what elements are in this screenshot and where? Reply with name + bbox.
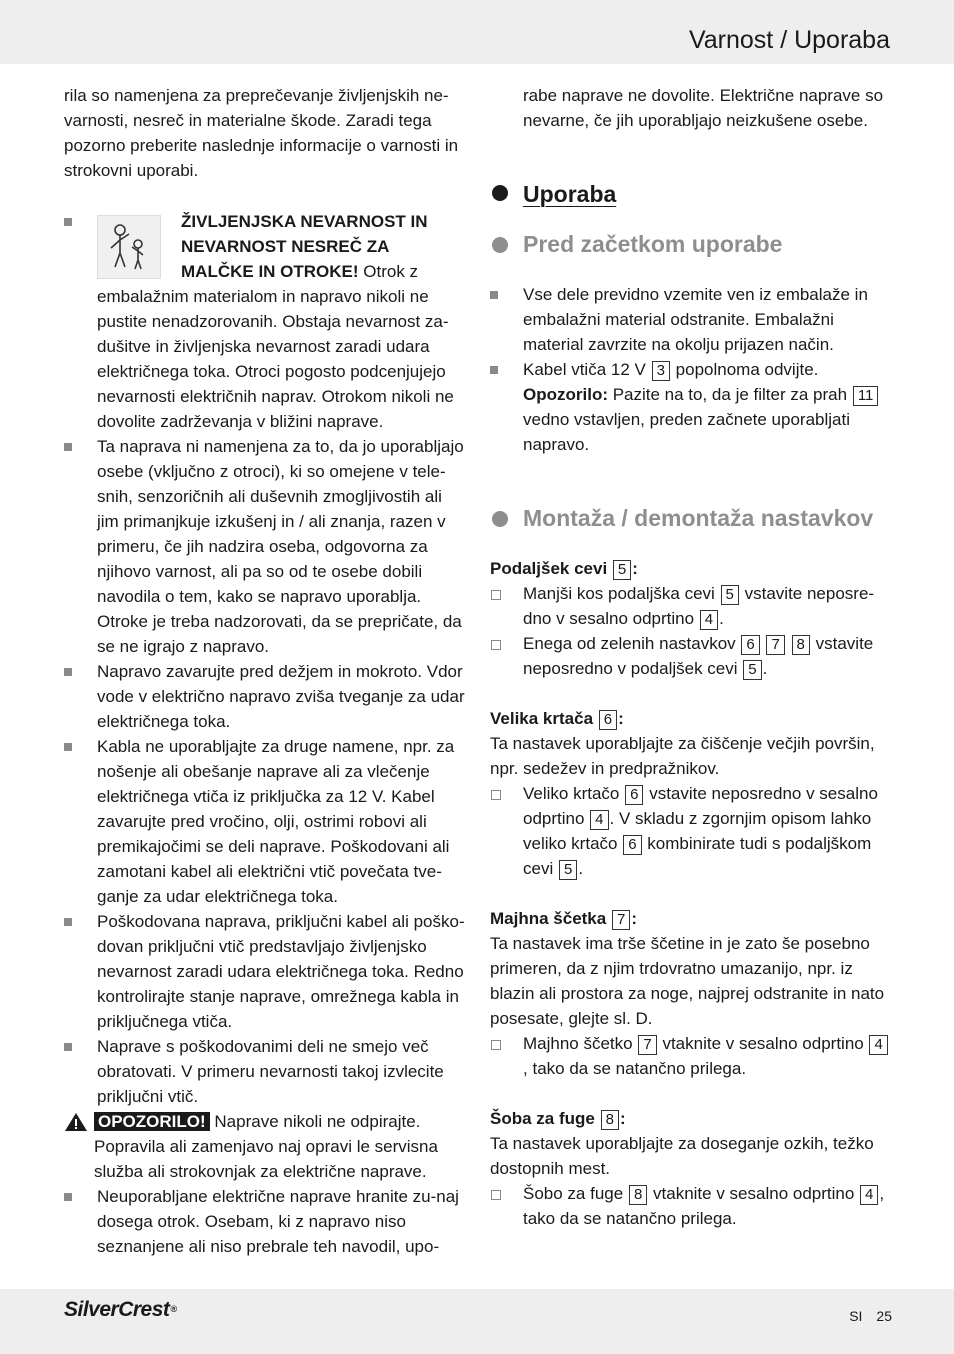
step-checkbox-icon — [491, 640, 501, 650]
punctuation: . — [578, 859, 584, 878]
text-fragment: vstavite neposredno v podaljšek cevi — [523, 634, 874, 678]
step-text — [523, 1181, 892, 1231]
part-number-box: 4 — [700, 610, 718, 630]
subheading-large-brush — [490, 706, 892, 731]
page-number: 25 — [876, 1308, 892, 1324]
step-checkbox-icon — [491, 1040, 501, 1050]
part-number-box: 7 — [612, 910, 630, 930]
text-fragment: Manjši kos podaljška cevi — [523, 584, 715, 603]
part-number-box: 6 — [599, 710, 617, 730]
step-text — [523, 781, 892, 881]
punctuation: , — [879, 1184, 885, 1203]
punctuation: . — [762, 659, 768, 678]
part-number-box: 4 — [590, 810, 608, 830]
warning-triangle-icon — [64, 1112, 88, 1132]
subheading-text: Majhna ščetka — [490, 909, 607, 928]
part-number-box: 8 — [792, 635, 810, 655]
bullet-item — [64, 434, 466, 659]
brand-logo — [64, 1297, 177, 1322]
child-danger-icon — [97, 215, 161, 279]
part-number-box: 4 — [860, 1185, 878, 1205]
continued-paragraph: rabe naprave ne dovolite. Električne naprave so nevarne, če jih uporabljajo neizkušene osebe. — [523, 86, 884, 130]
step-checkbox-icon — [491, 1190, 501, 1200]
text-fragment: vtaknite v sesalno odprtino — [662, 1034, 864, 1053]
part-number-box: 5 — [613, 560, 631, 580]
bullet-item — [490, 282, 892, 357]
text-fragment: kombinirate tudi s podaljškom cevi — [523, 834, 872, 878]
step-text — [523, 1031, 892, 1081]
heading-text: Uporaba — [523, 181, 617, 207]
bullet-square-icon — [64, 218, 72, 226]
bullet-text: Vse dele previdno vzemite ven iz embalaže in embalažni material odstranite. Embalažni material zavrzite na okolju prijazen način. — [523, 285, 868, 354]
step-item — [490, 1181, 892, 1231]
punctuation: : — [619, 1109, 626, 1128]
subheading-text: Velika krtača — [490, 709, 594, 728]
page-number-block — [849, 1304, 892, 1329]
step-text — [523, 581, 892, 631]
bullet-square-icon — [64, 1043, 72, 1051]
punctuation: : — [618, 709, 624, 728]
bullet-text: Ta naprava ni namenjena za to, da jo uporabljajo osebe (vključno z otroci), ki so omejene v tele-snih, senzoričnih ali duševnih zmogljivostih ali jim primanjkuje izkušenj in / ali znanja, razen v primeru, če jih nadzira oseba, odgovorna za njihovo varnost, ali pa so od te osebe dobili navodila o tem, kako se napravo uporablja. Otroke je treba nadzorovati, da se prepričate, da se ne igrajo z napravo. — [97, 437, 464, 656]
bullet-text: Naprave s poškodovanimi deli ne smejo več obratovati. V primeru nevarnosti takoj izvlecite priključni vtič. — [97, 1037, 444, 1106]
step-checkbox-icon — [491, 590, 501, 600]
bullet-item — [64, 1184, 466, 1259]
bullet-text: Napravo zavarujte pred dežjem in mokroto. Vdor vode v električno napravo zviša tveganje za udar električnega toka. — [97, 662, 465, 731]
part-number-box: 4 — [869, 1035, 887, 1055]
subheading-text: Šoba za fuge — [490, 1109, 595, 1128]
text-fragment: Veliko krtačo — [523, 784, 620, 803]
bullet-square-icon — [64, 918, 72, 926]
description-text: Ta nastavek uporabljajte za čiščenje večjih površin, npr. sedežev in predpražnikov. — [490, 734, 875, 778]
step-item — [490, 781, 892, 881]
punctuation: , — [523, 1059, 528, 1078]
subheading-crevice-nozzle — [490, 1106, 892, 1131]
text-fragment: Šobo za fuge — [523, 1184, 624, 1203]
section-heading-before-use — [490, 232, 892, 257]
step-item — [490, 1031, 892, 1081]
part-number-box: 8 — [629, 1185, 647, 1205]
bullet-text — [523, 357, 892, 457]
bullet-square-icon — [490, 291, 498, 299]
bullet-item — [64, 1034, 466, 1109]
description-text: Ta nastavek uporabljajte za doseganje ozkih, težko dostopnih mest. — [490, 1134, 874, 1178]
part-number-box: 7 — [638, 1035, 656, 1055]
bullet-square-icon — [490, 366, 498, 374]
text-fragment: Pazite na to, da je filter za prah — [607, 385, 848, 404]
child-warning-body: Otrok z embalažnim materialom in napravo nikoli ne pustite nenadzorovanih. Obstaja nevarnost za-dušitve in življenjska nevarnost zaradi udara električnega toka. Otroci pogosto podcenjujejo nevarnosti električnih naprav. Otrokom nikoli ne dovolite zadrževanja v bližini naprave. — [97, 262, 454, 431]
language-code: SI — [849, 1308, 863, 1324]
text-fragment: tako da se natančno prilega. — [532, 1059, 747, 1078]
part-number-box: 5 — [743, 660, 761, 680]
warning-body: Naprave nikoli ne odpirajte. Popravila ali zamenjavo naj opravi le servisna služba ali strokovnjak za električne naprave. — [94, 1112, 438, 1181]
warning-block — [64, 1109, 466, 1184]
step-item — [490, 631, 892, 681]
page-title: Varnost / Uporaba — [688, 26, 890, 54]
step-item — [490, 581, 892, 631]
child-warning-heading: ŽIVLJENJSKA NEVARNOST IN NEVARNOST NESREČ ZA MALČKE IN OTROKE! — [181, 212, 428, 281]
part-number-box: 6 — [625, 785, 643, 805]
right-column — [490, 83, 892, 1231]
text-fragment: . V skladu z zgornjim opisom lahko veliko krtačo — [523, 809, 872, 853]
text-fragment: vstavite neposre-dno v sesalno odprtino — [523, 584, 875, 628]
part-number-box: 3 — [652, 361, 670, 381]
bullet-item — [490, 357, 892, 457]
heading-text: Pred začetkom uporabe — [523, 231, 783, 257]
bullet-square-icon — [64, 668, 72, 676]
warning-badge: OPOZORILO! — [94, 1112, 210, 1131]
step-checkbox-icon — [491, 790, 501, 800]
bullet-text: Neuporabljane električne naprave hranite zu-naj dosega otrok. Osebam, ki z napravo niso seznanjene ali niso prebrale teh navodil, upo- — [97, 1187, 459, 1256]
section-heading-use — [490, 180, 892, 208]
left-column — [64, 83, 466, 1259]
punctuation: : — [631, 909, 637, 928]
bullet-text: Kabla ne uporabljajte za druge namene, npr. za nošenje ali obešanje naprave ali za vlečenje električnega vtiča iz priključka za 12 V. Kabel zavarujte pred vročino, olji, ostrimi robovi ali premikajočimi se deli naprave. Poškodovani ali zamotani kabel ali električni vtič povečata tve-ganje za udar električnega toka. — [97, 737, 455, 906]
intro-paragraph: rila so namenjena za preprečevanje življenjskih ne-varnosti, nesreč in materialne škode. Zaradi tega pozorno preberite naslednje informacije o varnosti in strokovni uporabi. — [64, 86, 459, 180]
step-text — [523, 631, 892, 681]
heading-dot-icon — [492, 511, 508, 527]
text-fragment: Kabel vtiča 12 V — [523, 360, 646, 379]
punctuation: . — [719, 609, 724, 628]
part-number-box: 6 — [623, 835, 641, 855]
text-fragment: popolnoma odvijte. — [675, 360, 819, 379]
part-number-box: 8 — [601, 1110, 619, 1130]
bullet-square-icon — [64, 443, 72, 451]
bullet-square-icon — [64, 1193, 72, 1201]
logo-text: SilverCrest — [64, 1298, 170, 1321]
heading-dot-icon — [492, 185, 508, 201]
text-fragment: vstavite neposredno v sesalno odprtino — [523, 784, 878, 828]
part-number-box: 7 — [766, 635, 784, 655]
note-label: Opozorilo: — [523, 385, 608, 404]
subheading-text: Podaljšek cevi — [490, 559, 608, 578]
heading-dot-icon — [492, 237, 508, 253]
subheading-extension — [490, 556, 892, 581]
bullet-item — [64, 659, 466, 734]
part-number-box: 11 — [853, 386, 879, 406]
part-number-box: 5 — [559, 860, 577, 880]
bullet-item — [64, 909, 466, 1034]
text-fragment: vtaknite v sesalno odprtino — [653, 1184, 855, 1203]
punctuation: : — [632, 559, 638, 578]
bullet-text: Poškodovana naprava, priključni kabel ali poško-dovan priključni vtič predstavljajo življenjsko nevarnost zaradi udara električnega toka. Redno kontrolirajte stanje naprave, omrežnega kabla in priključnega vtiča. — [97, 912, 465, 1031]
text-fragment: vedno vstavljen, preden začnete uporabljati napravo. — [523, 410, 850, 454]
bullet-square-icon — [64, 743, 72, 751]
text-fragment: tako da se natančno prilega. — [523, 1209, 737, 1228]
heading-text: Montaža / demontaža nastavkov — [523, 505, 874, 531]
text-fragment: Enega od zelenih nastavkov — [523, 634, 736, 653]
bullet-child-warning — [64, 209, 466, 434]
section-heading-mounting — [490, 506, 892, 531]
logo-registered-mark: ® — [170, 1304, 177, 1314]
part-number-box: 6 — [741, 635, 759, 655]
bullet-item — [64, 734, 466, 909]
subheading-small-brush — [490, 906, 892, 931]
warning-text — [94, 1109, 466, 1184]
description-text: Ta nastavek ima trše ščetine in je zato še posebno primeren, da z njim trdovratno umazanijo, npr. iz blazin ali prostora za noge, najprej odstranite in nato posesate, glejte sl. D. — [490, 934, 885, 1028]
part-number-box: 5 — [721, 585, 739, 605]
text-fragment: Majhno ščetko — [523, 1034, 633, 1053]
